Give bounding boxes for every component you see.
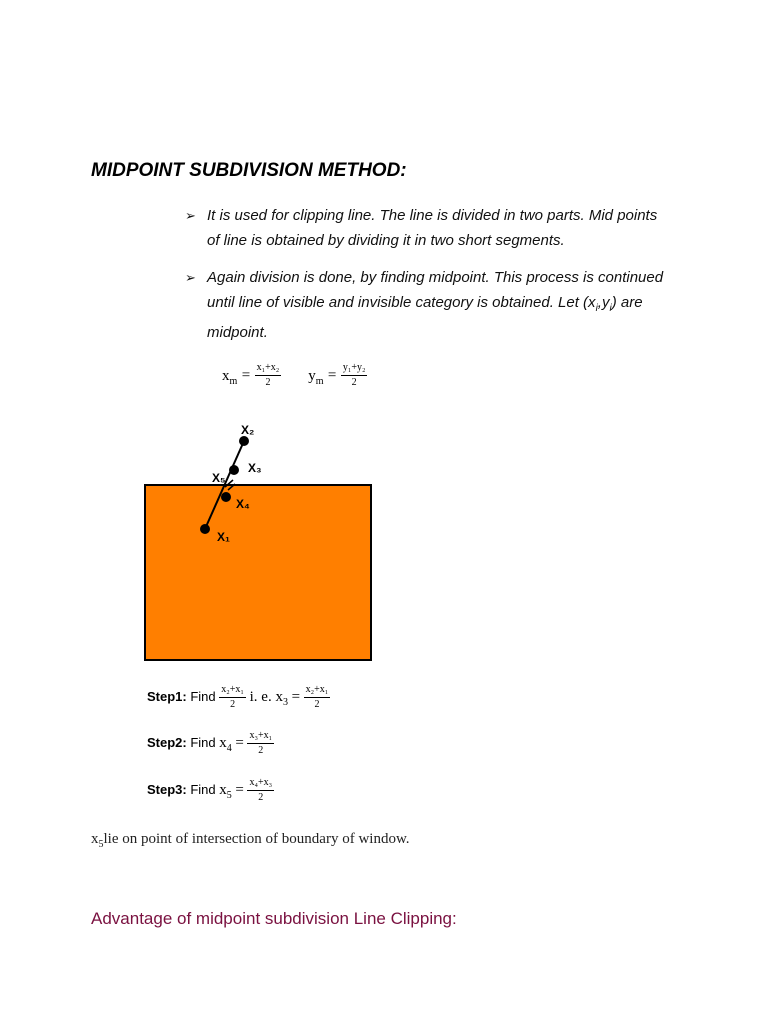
ym-label: $y_m$	[308, 367, 324, 387]
step-3: Step3: Find $x_5$ = $\frac{\text{x₄+x₃}}{2}$	[147, 777, 273, 803]
step2-rhs-fraction: $\frac{\text{x₃+x₁}}{2}$	[249, 730, 273, 756]
bullet-line: midpoint.	[207, 324, 268, 341]
bullet-line: Again division is done, by finding midpoint. This process is continued	[207, 269, 664, 286]
bullet-line: of line is obtained by dividing it in two short segments.	[207, 231, 565, 249]
step-2: Step2: Find $x_4$ = $\frac{\text{x₃+x₁}}{2}$	[147, 730, 273, 756]
advantage-heading: Advantage of midpoint subdivision Line Clipping:	[91, 909, 457, 928]
step-1: Step1: Find $\frac{\text{x₂+x₁}}{2}$ i. e. $x_3$ = $\frac{\text{x₂+x₁}}{2}$	[147, 684, 329, 710]
label-x3: X₃	[248, 461, 262, 475]
label-x4: X₄	[236, 497, 250, 511]
step3-rhs-fraction: $\frac{\text{x₄+x₃}}{2}$	[249, 777, 273, 803]
step1-rhs-fraction: $\frac{\text{x₂+x₁}}{2}$	[305, 684, 329, 710]
xm-fraction: $\frac{\text{x₁+x₂}}{2}$	[256, 362, 280, 388]
intersection-note: $x_5lie$ on point of intersection of boundary of window.	[91, 831, 410, 850]
step-label: Step3:	[147, 781, 187, 797]
bullet-line: until line of visible and invisible category is obtained. Let $(x_i,y_i)$ are	[207, 293, 643, 314]
step1-fraction: $\frac{\text{x₂+x₁}}{2}$	[221, 684, 244, 710]
section-title: MIDPOINT SUBDIVISION METHOD:	[91, 160, 407, 181]
step-label: Step1:	[147, 688, 187, 704]
label-x2: X₂	[241, 423, 255, 437]
arrow-bullet-icon: ➢	[185, 270, 196, 285]
point-x1	[200, 524, 210, 534]
label-x1: X₁	[217, 530, 230, 544]
clipping-window	[145, 485, 371, 660]
ym-fraction: $\frac{\text{y₁+y₂}}{2}$	[342, 362, 366, 388]
point-x3	[229, 465, 239, 475]
point-x2	[239, 436, 249, 446]
xm-label: $x_m$	[222, 367, 238, 387]
bullet-line: It is used for clipping line. The line is divided in two parts. Mid points	[207, 207, 658, 224]
midpoint-formula: $x_m$ = $\frac{\text{x₁+x₂}}{2}$ $y_m$ = $\frac{\text{y₁+y₂}}{2}$	[222, 362, 366, 388]
label-x5: X₅	[212, 471, 226, 485]
step-label: Step2:	[147, 734, 187, 750]
point-x4	[221, 492, 231, 502]
arrow-bullet-icon: ➢	[185, 208, 196, 223]
